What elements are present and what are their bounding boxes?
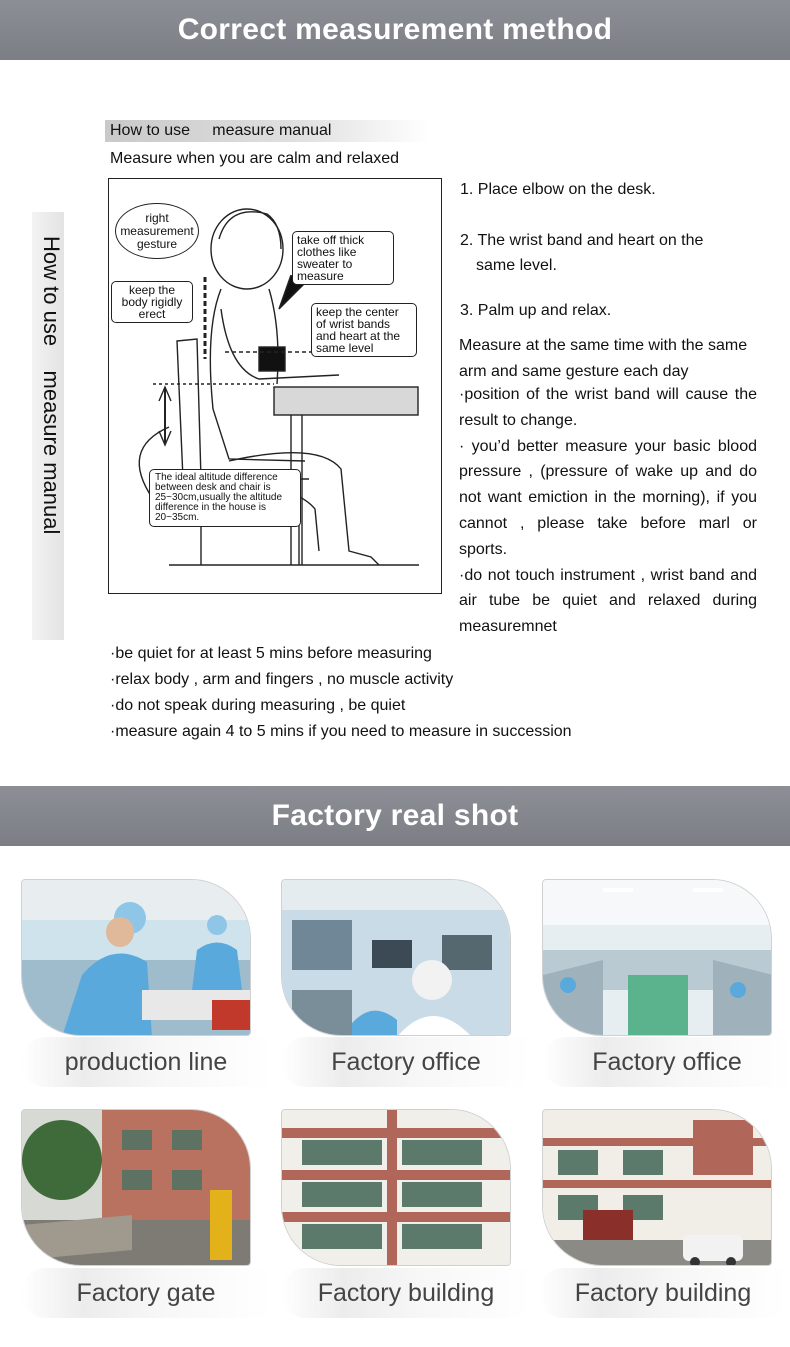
photo-production-line — [21, 879, 251, 1036]
measurement-illustration — [108, 178, 442, 594]
gesture-callout — [115, 203, 199, 259]
workers-image — [22, 880, 251, 1036]
photo-factory-office-1 — [281, 879, 511, 1036]
caption-factory-gate — [21, 1268, 271, 1318]
caption-factory-office-2 — [542, 1037, 790, 1087]
caption-production-line — [21, 1037, 271, 1087]
caption-text: Factory office — [592, 1047, 742, 1076]
manual-subtitle: Measure when you are calm and relaxed — [110, 150, 400, 167]
posture-callout-text: keep the body rigidly erect — [121, 283, 183, 321]
altitude-note — [149, 469, 301, 527]
caption-text: Factory office — [331, 1047, 481, 1076]
building-van-image — [543, 1110, 772, 1266]
notes-block — [459, 382, 757, 640]
caption-text: Factory building — [574, 1278, 752, 1307]
office-image — [282, 880, 511, 1036]
gesture-callout-text: right measurement gesture — [120, 210, 194, 251]
photo-factory-building-1 — [281, 1109, 511, 1266]
caption-text: production line — [64, 1047, 228, 1076]
caption-text: Factory gate — [76, 1278, 216, 1307]
step-1: 1. Place elbow on the desk. — [460, 181, 656, 198]
step-2 — [460, 228, 760, 278]
tip-item: ·relax body , arm and fingers , no muscle activity — [110, 671, 454, 688]
caption-factory-building-2 — [538, 1268, 788, 1318]
section-title-method: Correct measurement method — [177, 13, 613, 46]
basic-pressure-note: · you’d better measure your basic blood pressure , (pressure of wake up and do not want emiction in the morning), if you cannot , please take before marl or sports. — [459, 437, 757, 558]
center-callout-text: keep the center of wrist bands and heart at the same level — [316, 305, 401, 355]
tip-item: ·do not speak during measuring , be quiet — [110, 697, 406, 714]
section-banner-method — [0, 0, 790, 60]
section-title-factory: Factory real shot — [271, 799, 519, 832]
caption-factory-office-1 — [281, 1037, 531, 1087]
caption-text: Factory building — [317, 1278, 495, 1307]
manual-title: How to use measure manual — [105, 120, 430, 142]
center-callout — [311, 303, 417, 357]
position-note: ·position of the wrist band will cause the result to change. — [459, 386, 757, 429]
photo-factory-office-2 — [542, 879, 772, 1036]
building-image — [282, 1110, 511, 1266]
tips-list — [110, 641, 572, 745]
step-2-line-2: same level. — [476, 257, 557, 274]
gate-image — [22, 1110, 251, 1266]
clothes-callout-text: take off thick clothes like sweater to measure — [297, 233, 365, 283]
same-time-note: Measure at the same time with the same arm and same gesture each day — [459, 337, 748, 380]
side-tab — [32, 212, 64, 640]
tip-item: ·measure again 4 to 5 mins if you need to measure in succession — [110, 723, 572, 740]
step-3: 3. Palm up and relax. — [460, 302, 612, 319]
altitude-note-text: The ideal altitude difference between desk and chair is 25~30cm,usually the altitude difference in the house is 20~35cm. — [155, 472, 283, 523]
clothes-callout — [292, 231, 394, 285]
side-tab-label: How to use measure manual — [39, 236, 64, 535]
step-2-line-1: 2. The wrist band and heart on the — [460, 232, 704, 249]
photo-factory-building-2 — [542, 1109, 772, 1266]
tip-item: ·be quiet for at least 5 mins before measuring — [110, 645, 432, 662]
office-floor-image — [543, 880, 772, 1036]
section-banner-factory — [0, 786, 790, 846]
caption-factory-building-1 — [281, 1268, 531, 1318]
photo-factory-gate — [21, 1109, 251, 1266]
no-touch-note: ·do not touch instrument , wrist band and air tube be quiet and relaxed during measuremnet — [459, 566, 757, 636]
posture-callout — [111, 281, 193, 323]
